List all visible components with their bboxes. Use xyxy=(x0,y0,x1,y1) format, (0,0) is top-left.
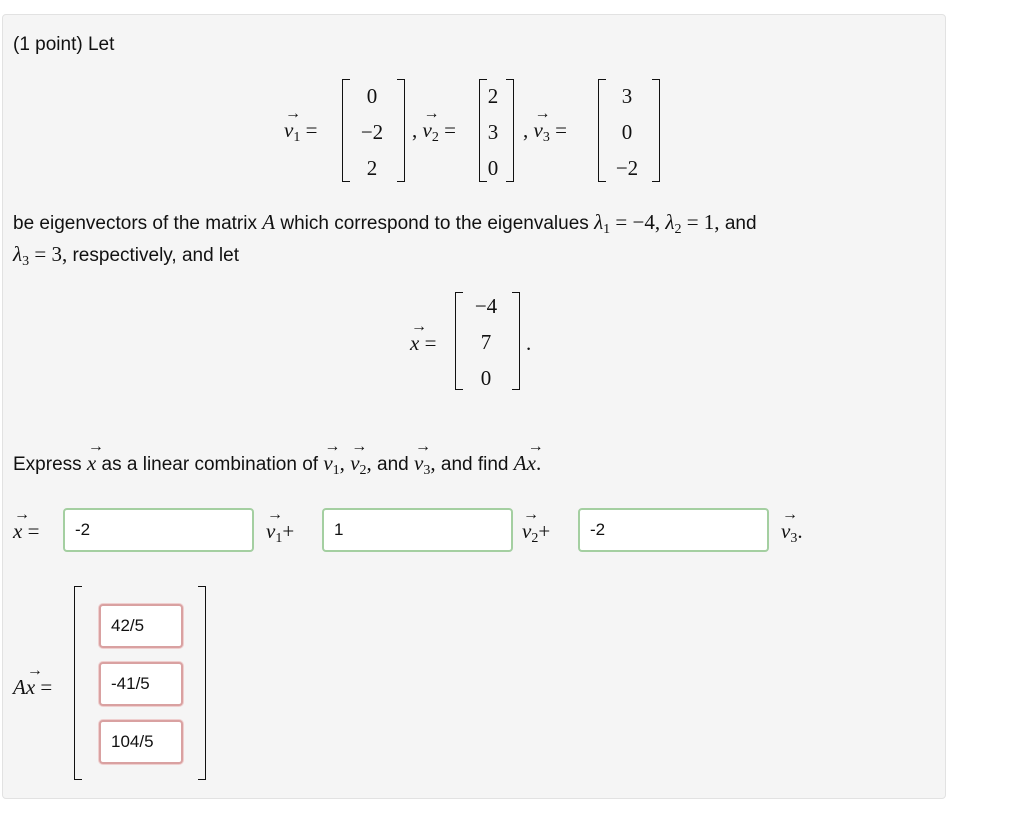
x-symbol: → x = xyxy=(410,331,436,356)
v1-plus-label: → $v_1+$ xyxy=(266,519,294,547)
x-period: . xyxy=(526,331,532,355)
v2-symbol: , → $v_2$ = xyxy=(412,118,456,146)
coef-v1-input[interactable] xyxy=(63,508,254,552)
v1-entry-1: 0 xyxy=(366,84,378,108)
ax-entry-1-input[interactable] xyxy=(99,604,183,648)
v2-entry-1: 2 xyxy=(487,84,499,108)
ax-right-bracket xyxy=(198,586,206,780)
express-sentence: Express → x as a linear combination of → $v_1$, → $v_2$, and → $v_3$, and find A→ x. xyxy=(13,451,541,479)
ax-equals-label: A→ x = xyxy=(13,675,52,700)
v1-entry-2: −2 xyxy=(360,120,384,144)
v1-symbol: → $v_1$ = xyxy=(284,118,317,146)
v3-period-label: → $v_3$. xyxy=(781,519,803,547)
ax-left-bracket xyxy=(74,586,82,780)
eigen-sentence-cont: $\lambda_3 = 3$, respectively, and let xyxy=(13,242,239,269)
problem-intro: (1 point) Let xyxy=(13,34,115,55)
v2-plus-label: → $v_2+$ xyxy=(522,519,550,547)
coef-v2-input[interactable] xyxy=(322,508,513,552)
x-equals-label: → x = xyxy=(13,519,39,544)
x-entry-1: −4 xyxy=(474,294,498,318)
x-entry-3: 0 xyxy=(480,366,492,390)
v3-entry-3: −2 xyxy=(615,156,639,180)
x-entry-2: 7 xyxy=(480,330,492,354)
v2-entry-2: 3 xyxy=(487,120,499,144)
v3-entry-1: 3 xyxy=(621,84,633,108)
v1-entry-3: 2 xyxy=(366,156,378,180)
ax-entry-2-input[interactable] xyxy=(99,662,183,706)
v3-symbol: , → $v_3$ = xyxy=(523,118,567,146)
coef-v3-input[interactable] xyxy=(578,508,769,552)
eigen-sentence: be eigenvectors of the matrix A which correspond to the eigenvalues $\lambda_1 = -4$, $\lambda_2 = 1$, and xyxy=(13,210,757,237)
v2-entry-3: 0 xyxy=(487,156,499,180)
v3-entry-2: 0 xyxy=(621,120,633,144)
ax-entry-3-input[interactable] xyxy=(99,720,183,764)
